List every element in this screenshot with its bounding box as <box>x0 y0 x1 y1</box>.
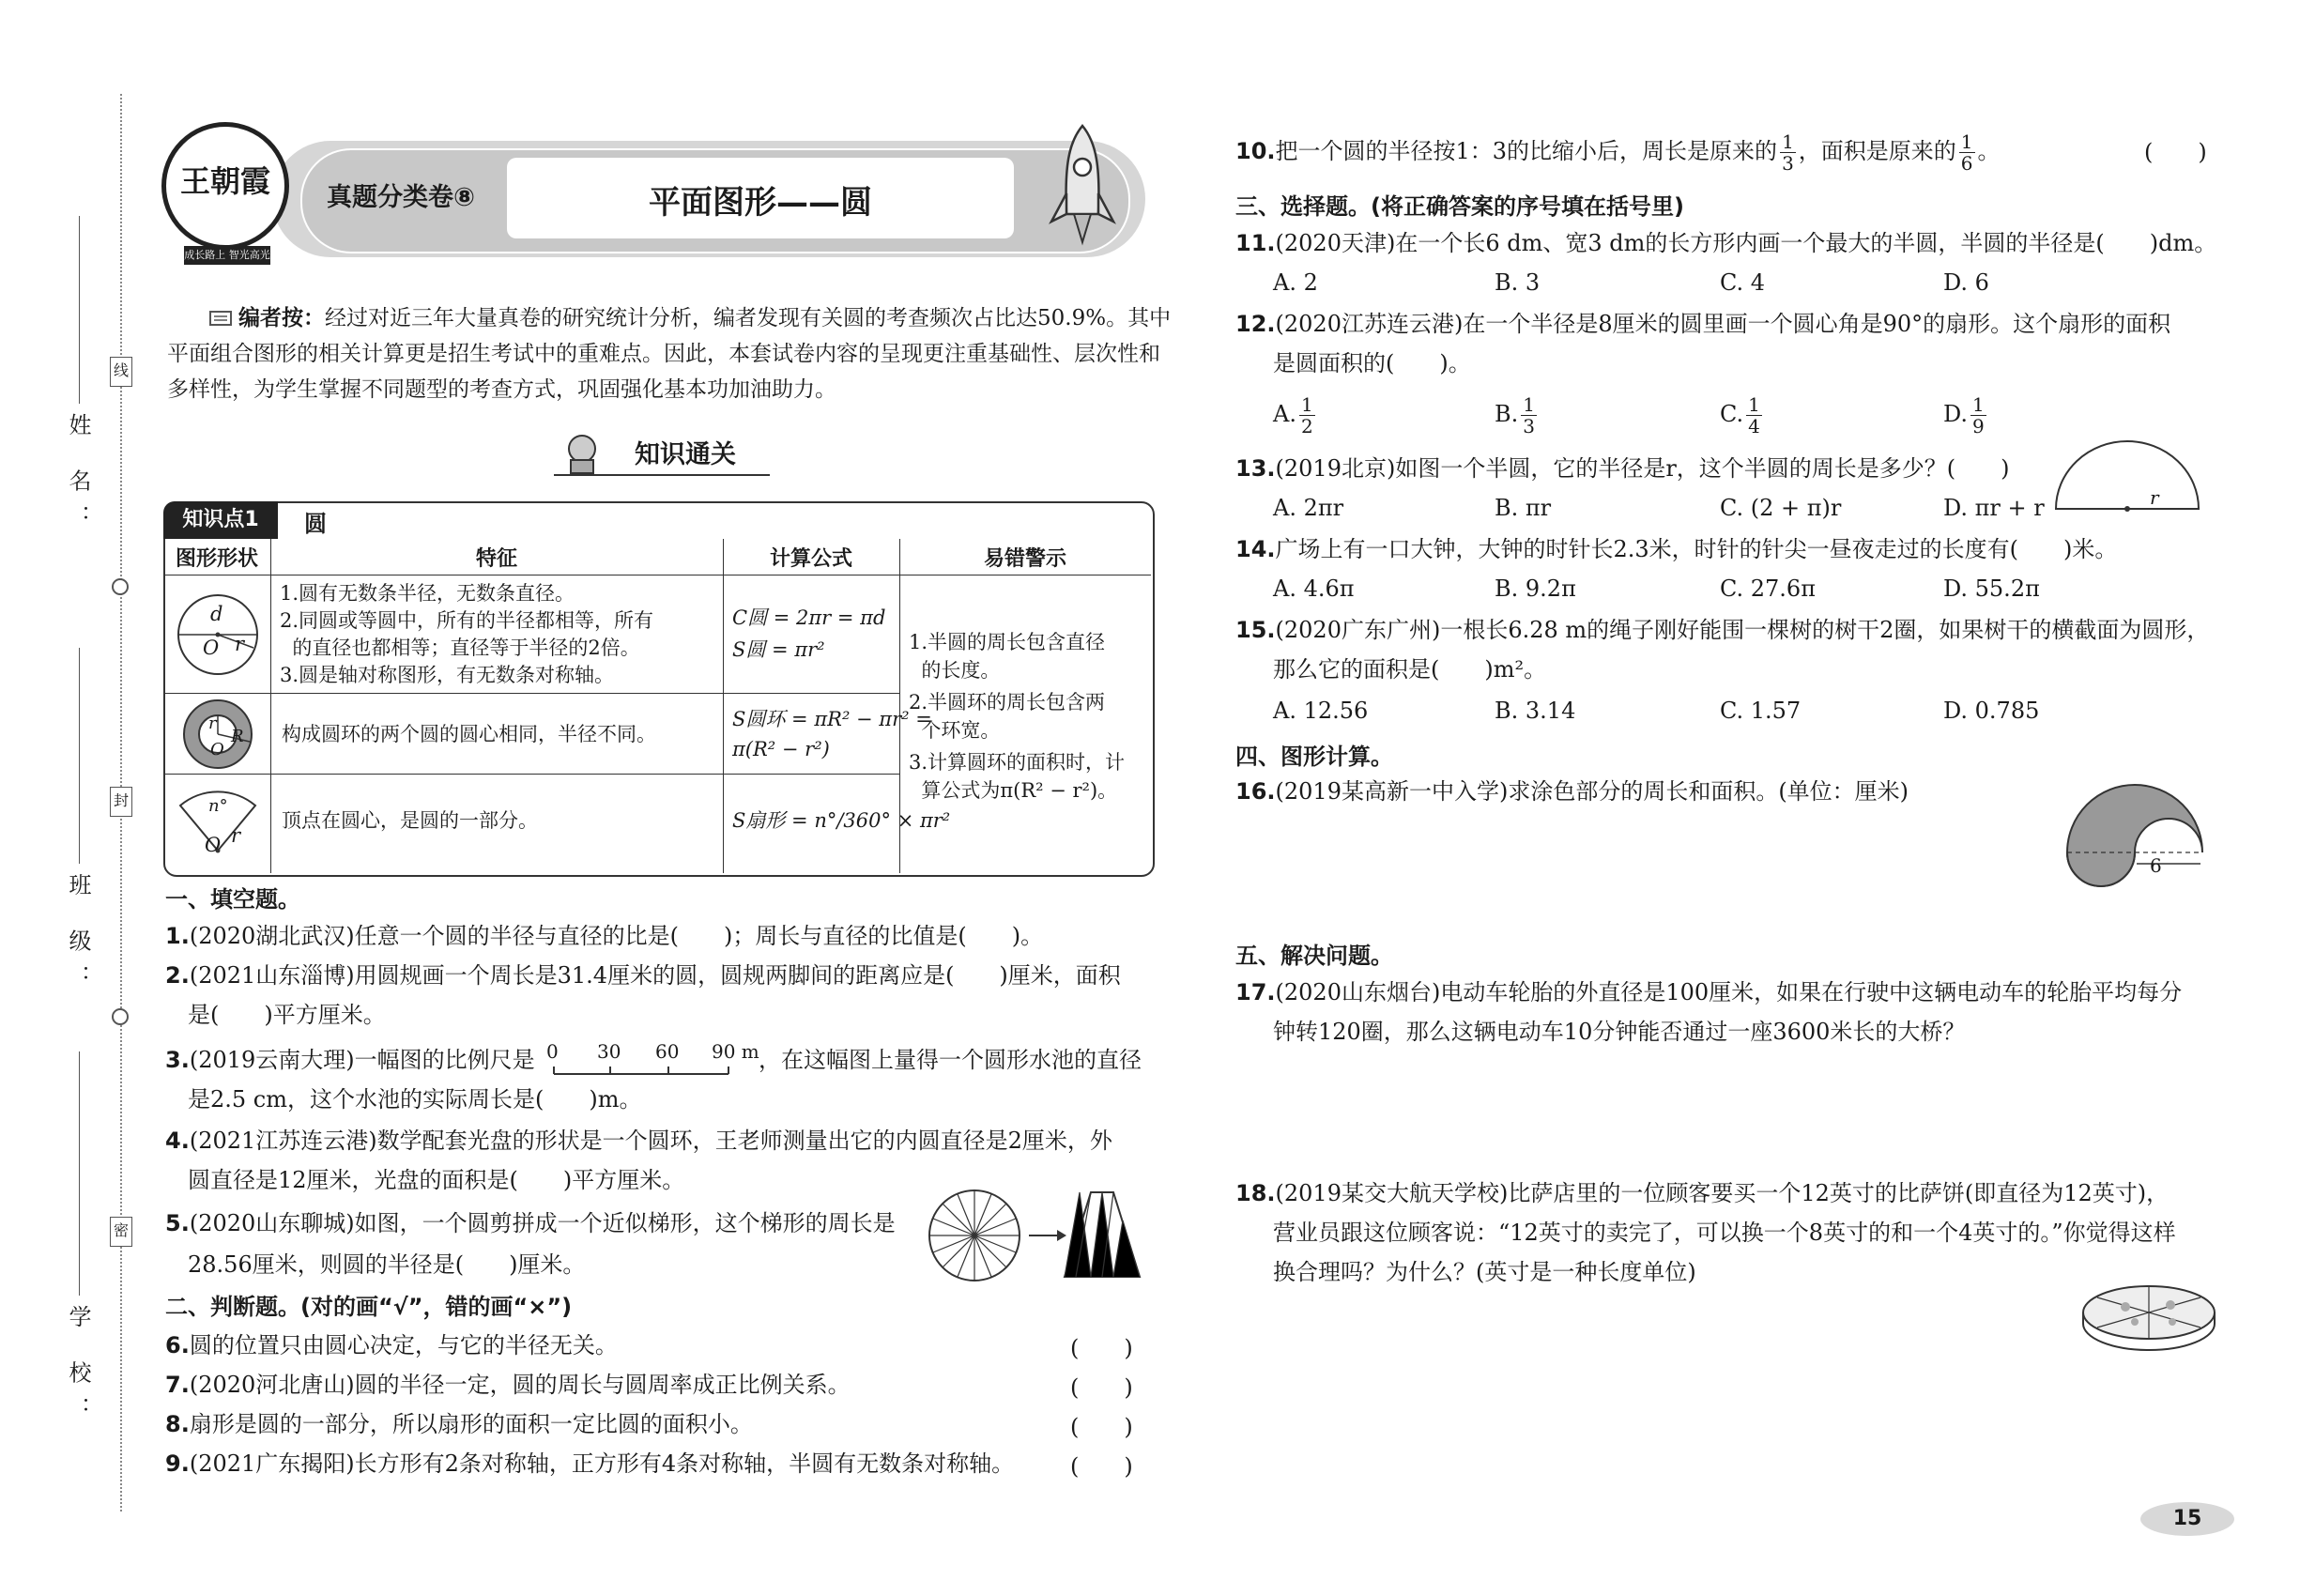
part2-heading: 二、判断题。(对的画“√”，错的画“×”) <box>165 1294 573 1320</box>
question-9: 9.(2021广东揭阳)长方形有2条对称轴，正方形有4条对称轴，半圆有无数条对称轴。 <box>165 1450 1015 1477</box>
bind-mark-secret: 密 <box>110 1217 132 1247</box>
question-17-cont: 钟转120圈，那么这辆电动车10分钟能否通过一座3600米长的大桥？ <box>1273 1019 1966 1045</box>
circle-diagram <box>175 582 261 685</box>
binding-hole-icon <box>112 578 129 595</box>
formula-area: S圆 = πr² <box>732 638 825 661</box>
fraction: $\frac{1}{6}$ <box>1960 130 1973 175</box>
formula-ring-2: π(R² − r²) <box>732 738 830 760</box>
option[interactable]: A. $\frac{1}{2}$ <box>1273 393 1313 437</box>
question-1: 1.(2020湖北武汉)任意一个圆的半径与直径的比是( )；周长与直径的比值是( )。 <box>165 923 1044 949</box>
question-2-cont: 是( )平方厘米。 <box>188 1002 386 1028</box>
fraction: $\frac{1}{3}$ <box>1782 130 1794 175</box>
warning-line: 的长度。 <box>909 659 1001 682</box>
table-header-shape: 图形形状 <box>175 547 258 571</box>
question-3-part-b: ，在这幅图上量得一个圆形水池的直径 <box>759 1047 1142 1073</box>
editor-note-line-1: 编者按：经过对近三年大量真卷的研究统计分析，编者发现有关圆的考查频次占比达50.9%。其中 <box>238 306 1172 330</box>
option[interactable]: A. 2πr <box>1273 495 1344 521</box>
label-o: O <box>205 834 222 856</box>
logo-text: 王朝霞 <box>179 163 270 199</box>
option[interactable]: B. 3.14 <box>1495 698 1576 724</box>
question-12-cont: 是圆面积的( )。 <box>1273 350 1471 376</box>
pencil-icon <box>208 308 235 329</box>
dimension-label: 6 <box>2150 854 2162 877</box>
option[interactable]: C. 4 <box>1720 269 1766 296</box>
answer-paren[interactable]: ( ) <box>1070 1335 1133 1361</box>
table-header-formula: 计算公式 <box>769 547 852 571</box>
option[interactable]: D. πr + r <box>1943 495 2045 521</box>
scale-tick: 0 <box>546 1040 559 1063</box>
feature-line: 2.同圆或等圆中，所有的半径都相等，所有 <box>280 609 654 632</box>
circle-to-trapezoid-figure <box>926 1187 1151 1290</box>
question-11: 11.(2020天津)在一个长6 dm、宽3 dm的长方形内画一个最大的半圆，半圆的半径是( )dm。 <box>1235 230 2217 256</box>
label-R: R <box>231 727 244 746</box>
part4-heading: 四、图形计算。 <box>1235 744 1393 770</box>
table-header-warning: 易错警示 <box>983 547 1066 571</box>
option[interactable]: B. 3 <box>1495 269 1541 296</box>
question-4-cont: 圆直径是12厘米，光盘的面积是( )平方厘米。 <box>188 1167 685 1193</box>
option[interactable]: C. $\frac{1}{4}$ <box>1720 393 1760 437</box>
option[interactable]: D. 0.785 <box>1943 698 2040 724</box>
warning-line: 算公式为π(R² − r²)。 <box>909 779 1118 802</box>
question-13: 13.(2019北京)如图一个半圆，它的半径是r，这个半圆的周长是多少？( ) <box>1235 455 2010 482</box>
scale-tick: 30 <box>597 1040 621 1063</box>
page-title: 平面图形——圆 <box>649 184 872 222</box>
formula-ring-1: S圆环 = πR² − πr² = <box>732 708 932 730</box>
part1-heading: 一、填空题。 <box>165 886 300 913</box>
bind-mark-seal: 封 <box>110 787 132 817</box>
question-18: 18.(2019某交大航天学校)比萨店里的一位顾客要买一个12英寸的比萨饼(即直径为12英寸)， <box>1235 1180 2170 1206</box>
series-label: 真题分类卷⑧ <box>327 183 475 212</box>
shaded-region-figure <box>2062 777 2212 890</box>
option[interactable]: D. $\frac{1}{9}$ <box>1943 393 1985 437</box>
warning-line: 个环宽。 <box>909 719 1001 742</box>
feature-line: 3.圆是轴对称图形，有无数条对称轴。 <box>280 664 615 686</box>
question-3-cont: 是2.5 cm，这个水池的实际周长是( )m。 <box>188 1086 642 1113</box>
table-header-feature: 特征 <box>475 547 517 571</box>
question-4: 4.(2021江苏连云港)数学配套光盘的形状是一个圆环，王老师测量出它的内圆直径是2厘米，外 <box>165 1128 1112 1154</box>
question-12: 12.(2020江苏连云港)在一个半径是8厘米的圆里画一个圆心角是90°的扇形。这个扇形的面积 <box>1235 311 2171 337</box>
warning-line: 2.半圆环的周长包含两 <box>909 691 1106 714</box>
name-label: 姓 名： <box>65 413 91 541</box>
question-5-cont: 28.56厘米，则圆的半径是( )厘米。 <box>188 1251 586 1278</box>
label-r-small: r <box>208 714 217 733</box>
scale-tick: 90 m <box>712 1040 759 1063</box>
question-8: 8.扇形是圆的一部分，所以扇形的面积一定比圆的面积小。 <box>165 1411 753 1437</box>
feature-line: 的直径也都相等；直径等于半径的2倍。 <box>280 637 640 659</box>
question-15: 15.(2020广东广州)一根长6.28 m的绳子刚好能围一棵树的树干2圈，如果树干的横截面为圆形， <box>1235 617 2210 643</box>
question-15-cont: 那么它的面积是( )m²。 <box>1273 656 1547 683</box>
label-n-degree: n° <box>208 796 228 816</box>
feature-line: 1.圆有无数条半径，无数条直径。 <box>280 582 575 605</box>
name-blank <box>79 216 80 404</box>
option[interactable]: B. $\frac{1}{3}$ <box>1495 393 1535 437</box>
label-r: r <box>231 824 241 847</box>
part3-heading: 三、选择题。(将正确答案的序号填在括号里) <box>1235 193 1684 220</box>
answer-paren[interactable]: ( ) <box>1070 1414 1133 1440</box>
question-2: 2.(2021山东淄博)用圆规画一个周长是31.4厘米的圆，圆规两脚间的距离应是( )厘米，面积 <box>165 962 1121 989</box>
school-blank <box>79 1051 80 1296</box>
editor-note-line-2: 平面组合图形的相关计算更是招生考试中的重难点。因此，本套试卷内容的呈现更注重基础性、层次性和 <box>167 342 1160 366</box>
rocket-icon <box>1040 120 1125 252</box>
option[interactable]: A. 12.56 <box>1273 698 1369 724</box>
label-o: O <box>203 637 220 659</box>
semicircle-figure <box>2052 437 2202 514</box>
class-blank <box>79 648 80 864</box>
knowledge-point-topic: 圆 <box>304 511 327 537</box>
question-16: 16.(2019某高新一中入学)求涂色部分的周长和面积。(单位：厘米) <box>1235 778 1909 805</box>
answer-paren[interactable]: ( ) <box>1070 1374 1133 1401</box>
label-d: d <box>210 603 223 625</box>
formula-sector: S扇形 = n°/360° × πr² <box>732 809 951 832</box>
question-6: 6.圆的位置只由圆心决定，与它的半径无关。 <box>165 1332 618 1358</box>
binding-hole-icon <box>112 1008 129 1025</box>
formula-circumference: C圆 = 2πr = πd <box>732 606 886 629</box>
option[interactable]: D. 6 <box>1943 269 1989 296</box>
question-17: 17.(2020山东烟台)电动车轮胎的外直径是100厘米，如果在行驶中这辆电动车的轮胎平均每分 <box>1235 979 2183 1005</box>
option[interactable]: C. (2 + π)r <box>1720 495 1842 521</box>
semicircle-label: r <box>2150 486 2159 509</box>
answer-paren[interactable]: ( ) <box>1070 1453 1133 1480</box>
question-18-cont: 换合理吗？为什么？(英寸是一种长度单位) <box>1273 1259 1696 1285</box>
answer-paren[interactable]: ( ) <box>2144 139 2207 165</box>
question-3: 3.(2019云南大理)一幅图的比例尺是 <box>165 1047 535 1073</box>
pizza-icon <box>2078 1279 2219 1354</box>
school-label: 学 校： <box>65 1305 91 1433</box>
option[interactable]: B. 9.2π <box>1495 575 1576 602</box>
option[interactable]: D. 55.2π <box>1943 575 2040 602</box>
ring-feature: 构成圆环的两个圆的圆心相同，半径不同。 <box>282 723 656 745</box>
option[interactable]: C. 1.57 <box>1720 698 1802 724</box>
scale-bar <box>550 1051 738 1080</box>
knowledge-point-tag: 知识点1 <box>163 501 278 539</box>
scale-tick: 60 <box>655 1040 680 1063</box>
question-7: 7.(2020河北唐山)圆的半径一定，圆的周长与圆周率成正比例关系。 <box>165 1372 851 1398</box>
option[interactable]: A. 4.6π <box>1273 575 1355 602</box>
logo-slogan: 成长路上 智光高光 <box>184 246 270 265</box>
bind-mark-line: 线 <box>110 357 132 387</box>
label-o: O <box>210 740 224 760</box>
editor-note-line-3: 多样性，为学生掌握不同题型的考查方式，巩固强化基本功加油助力。 <box>167 377 836 402</box>
class-label: 班 级： <box>65 873 91 1001</box>
knowledge-section-title: 知识通关 <box>635 440 736 469</box>
sector-feature: 顶点在圆心，是圆的一部分。 <box>282 809 538 832</box>
part5-heading: 五、解决问题。 <box>1235 943 1393 969</box>
warning-line: 3.计算圆环的面积时，计 <box>909 751 1126 774</box>
warning-line: 1.半圆的周长包含直径 <box>909 631 1106 653</box>
option[interactable]: B. πr <box>1495 495 1552 521</box>
option[interactable]: A. 2 <box>1273 269 1318 296</box>
page-number: 15 <box>2140 1502 2234 1536</box>
label-r: r <box>235 633 245 655</box>
question-5: 5.(2020山东聊城)如图，一个圆剪拼成一个近似梯形，这个梯形的周长是 <box>165 1210 896 1236</box>
option[interactable]: C. 27.6π <box>1720 575 1816 602</box>
question-10: 10.把一个圆的半径按1：3的比缩小后，周长是原来的 $\frac{1}{3}$ ，面积是原来的 $\frac{1}{6}$ 。 <box>1235 130 2001 175</box>
question-18-cont: 营业员跟这位顾客说：“12英寸的卖完了，可以换一个8英寸的和一个4英寸的。”你觉得这样 <box>1273 1220 2176 1246</box>
question-14: 14.广场上有一口大钟，大钟的时针长2.3米，时针的针尖一昼夜走过的长度有( )米。 <box>1235 536 2118 562</box>
